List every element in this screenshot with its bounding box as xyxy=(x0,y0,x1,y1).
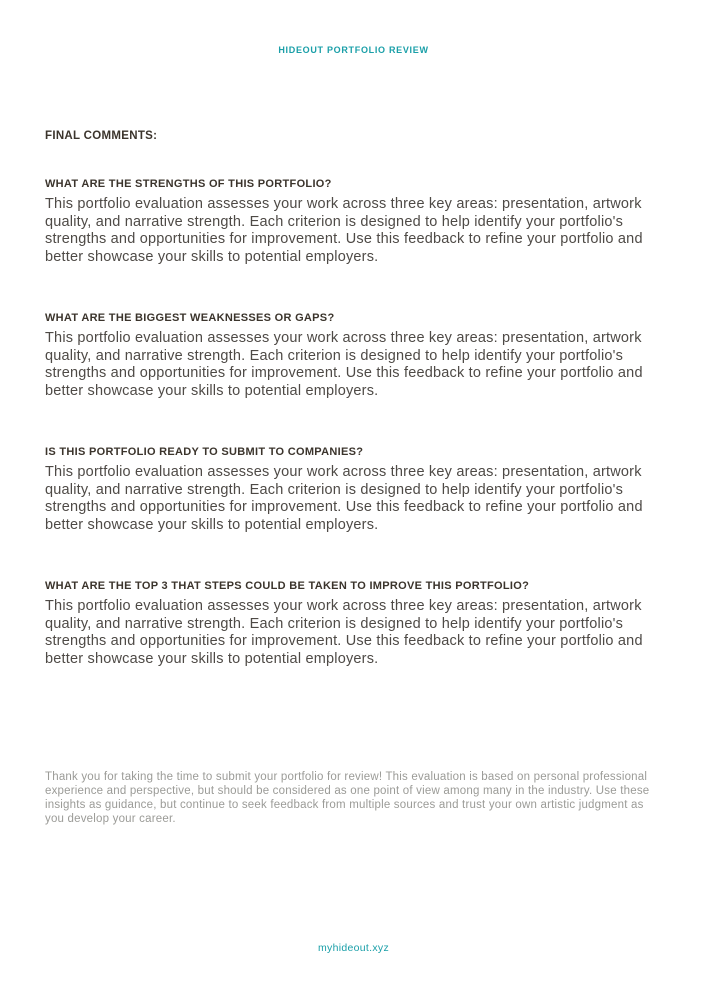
section-improvement-steps xyxy=(45,580,662,668)
section-weaknesses-body: This portfolio evaluation assesses your work across three key areas: presentation, artwork quality, and narrative strength. Each criterion is designed to help identify your portfolio's strengths and opportunities for improvement. Use this feedback to refine your portfolio and better showcase your skills to potential employers. xyxy=(45,330,643,399)
closing-note: Thank you for taking the time to submit your portfolio for review! This evaluation is based on personal professional experience and perspective, but should be considered as one point of view among many in the industry. Use these insights as guidance, but continue to seek feedback from multiple sources and trust your own artistic judgment as you develop your career. xyxy=(45,771,650,825)
section-improvement-steps-body: This portfolio evaluation assesses your work across three key areas: presentation, artwork quality, and narrative strength. Each criterion is designed to help identify your portfolio's strengths and opportunities for improvement. Use this feedback to refine your portfolio and better showcase your skills to potential employers. xyxy=(45,598,643,667)
section-ready-to-submit xyxy=(45,446,662,534)
footer-link[interactable]: myhideout.xyz xyxy=(317,942,389,954)
section-improvement-steps-heading: WHAT ARE THE TOP 3 THAT STEPS COULD BE TAKEN TO IMPROVE THIS PORTFOLIO? xyxy=(45,580,530,592)
section-weaknesses xyxy=(45,312,662,400)
document-header xyxy=(0,0,707,58)
section-ready-to-submit-heading: IS THIS PORTFOLIO READY TO SUBMIT TO COMPANIES? xyxy=(45,446,364,458)
final-comments-label: FINAL COMMENTS: xyxy=(45,130,158,142)
section-weaknesses-heading: WHAT ARE THE BIGGEST WEAKNESSES OR GAPS? xyxy=(45,312,335,324)
section-strengths xyxy=(45,178,662,266)
header-title: HIDEOUT PORTFOLIO REVIEW xyxy=(278,45,429,55)
section-ready-to-submit-body: This portfolio evaluation assesses your work across three key areas: presentation, artwork quality, and narrative strength. Each criterion is designed to help identify your portfolio's strengths and opportunities for improvement. Use this feedback to refine your portfolio and better showcase your skills to potential employers. xyxy=(45,464,643,533)
section-strengths-heading: WHAT ARE THE STRENGTHS OF THIS PORTFOLIO? xyxy=(45,178,332,190)
section-strengths-body: This portfolio evaluation assesses your work across three key areas: presentation, artwork quality, and narrative strength. Each criterion is designed to help identify your portfolio's strengths and opportunities for improvement. Use this feedback to refine your portfolio and better showcase your skills to potential employers. xyxy=(45,196,643,265)
document-content xyxy=(0,130,707,826)
document-footer xyxy=(0,938,707,956)
